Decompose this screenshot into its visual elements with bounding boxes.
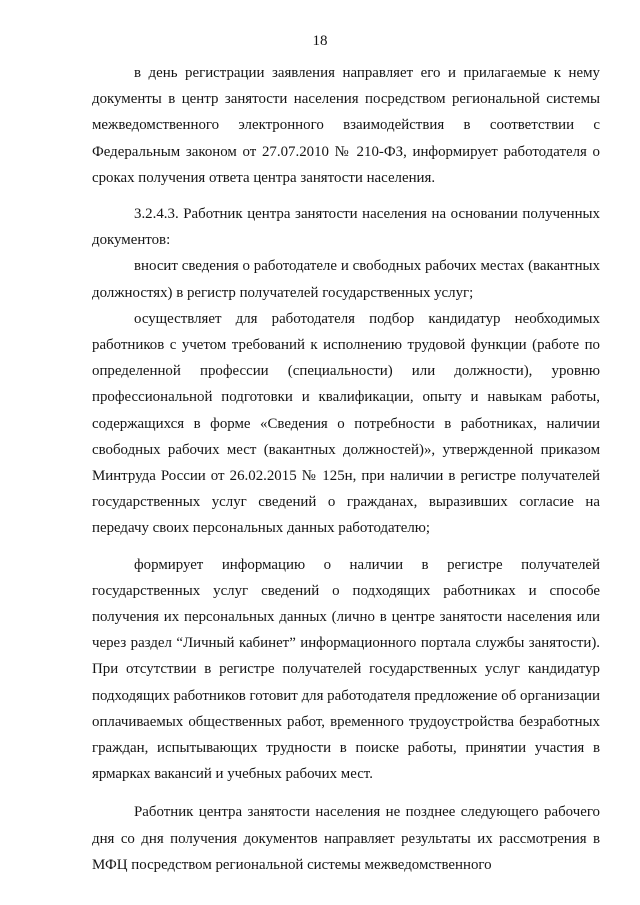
- document-body: [92, 60, 600, 878]
- paragraph-1: в день регистрации заявления направляет его и прилагаемые к нему документы в центр занятости населения посредством региональной системы межведомственного электронного взаимодействия в соответствии с Федеральным законом от 27.07.2010 № 210-ФЗ, информирует работодателя о сроках получения ответа центра занятости населения.: [92, 65, 600, 186]
- paragraph-5: формирует информацию о наличии в регистре получателей государственных услуг сведений о подходящих работниках и способе получения их персональных данных (лично в центре занятости населения или через раздел “Личный кабинет” информационного портала службы занятости). При отсутствии в регистре получателей государственных услуг кандидатур подходящих работников готовит для работодателя предложение об организации оплачиваемых общественных работ, временного трудоустройства безработных граждан, испытывающих трудности в поиске работы, принятии участия в ярмарках вакансий и учебных рабочих мест.: [92, 556, 600, 783]
- paragraph-3: вносит сведения о работодателе и свободных рабочих местах (вакантных должностях) в регистр получателей государственных услуг;: [92, 258, 600, 301]
- page-number: 18: [312, 33, 328, 49]
- paragraph-4: осуществляет для работодателя подбор кандидатур необходимых работников с учетом требований к исполнению трудовой функции (работе по определенной профессии (специальности) или должности), уровню профессиональной подготовки и квалификации, опыту и навыкам работы, содержащихся в форме «Сведения о потребности в работниках, наличии свободных рабочих мест (вакантных должностей)», утвержденной приказом Минтруда России от 26.02.2015 № 125н, при наличии в регистре получателей государственных услуг сведений о гражданах, выразивших согласие на передачу своих персональных данных работодателю;: [92, 310, 600, 537]
- paragraph-2: 3.2.4.3. Работник центра занятости населения на основании полученных документов:: [92, 206, 600, 249]
- paragraph-6: Работник центра занятости населения не позднее следующего рабочего дня со дня получения документов направляет результаты их рассмотрения в МФЦ посредством региональной системы межведомственного: [92, 804, 600, 873]
